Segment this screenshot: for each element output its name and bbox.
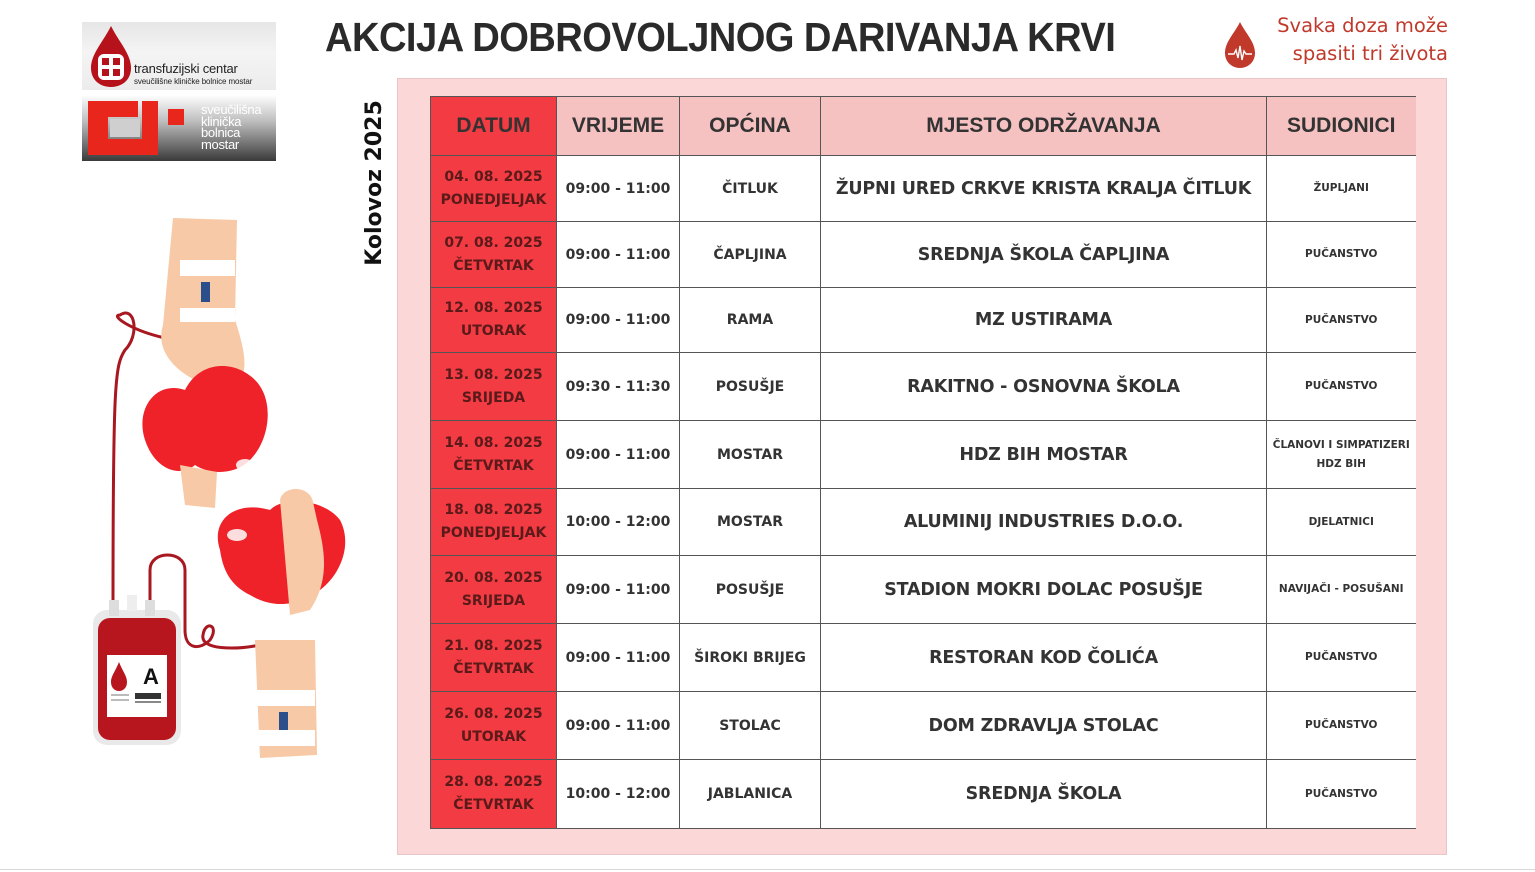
- date-cell: 26. 08. 2025 UTORAK: [431, 692, 557, 760]
- municipality-cell: POSUŠJE: [680, 353, 821, 421]
- table-row: [431, 156, 1416, 222]
- hospital-logo: [82, 95, 276, 161]
- municipality-cell: ČAPLJINA: [680, 222, 821, 288]
- date-cell: 04. 08. 2025 PONEDJELJAK: [431, 156, 557, 222]
- schedule-table: [430, 96, 1416, 829]
- location-cell: SREDNJA ŠKOLA ČAPLJINA: [821, 222, 1267, 288]
- date-cell: 14. 08. 2025 ČETVRTAK: [431, 421, 557, 489]
- logo-text-hospital-subtitle: sveučilišne kliničke bolnice mostar: [134, 77, 253, 86]
- page-title: AKCIJA DOBROVOLJNOG DARIVANJA KRVI: [325, 14, 1116, 60]
- time-cell: 09:00 - 11:00: [557, 156, 680, 222]
- participants-cell: PUČANSTVO: [1267, 692, 1416, 760]
- time-cell: 09:30 - 11:30: [557, 353, 680, 421]
- municipality-cell: MOSTAR: [680, 489, 821, 556]
- table-row: [431, 489, 1416, 556]
- municipality-cell: STOLAC: [680, 692, 821, 760]
- month-label: Kolovoz 2025: [362, 100, 387, 266]
- date-cell: 28. 08. 2025 ČETVRTAK: [431, 760, 557, 829]
- table-row: [431, 556, 1416, 624]
- date-cell: 13. 08. 2025 SRIJEDA: [431, 353, 557, 421]
- header-time: VRIJEME: [557, 97, 680, 156]
- location-cell: ALUMINIJ INDUSTRIES D.O.O.: [821, 489, 1267, 556]
- municipality-cell: JABLANICA: [680, 760, 821, 829]
- header-location: MJESTO ODRŽAVANJA: [821, 97, 1267, 156]
- participants-cell: DJELATNICI: [1267, 489, 1416, 556]
- location-cell: MZ USTIRAMA: [821, 288, 1267, 353]
- logo-block: [82, 22, 276, 161]
- participants-cell: PUČANSTVO: [1267, 624, 1416, 692]
- participants-cell: PUČANSTVO: [1267, 353, 1416, 421]
- time-cell: 09:00 - 11:00: [557, 222, 680, 288]
- svg-text:A: A: [143, 664, 159, 689]
- municipality-cell: ŠIROKI BRIJEG: [680, 624, 821, 692]
- time-cell: 10:00 - 12:00: [557, 489, 680, 556]
- location-cell: HDZ BIH MOSTAR: [821, 421, 1267, 489]
- blood-drop-cross-icon: [87, 24, 135, 88]
- time-cell: 09:00 - 11:00: [557, 421, 680, 489]
- time-cell: 09:00 - 11:00: [557, 556, 680, 624]
- logo-text-transfusion-center: transfuzijski centar: [134, 61, 238, 76]
- table-row: [431, 760, 1416, 829]
- blood-donation-illustration: [85, 210, 360, 770]
- participants-cell: ŽUPLJANI: [1267, 156, 1416, 222]
- municipality-cell: POSUŠJE: [680, 556, 821, 624]
- table-row: [431, 353, 1416, 421]
- transfusion-center-logo: [82, 22, 276, 90]
- participants-cell: NAVIJAČI - POSUŠANI: [1267, 556, 1416, 624]
- blood-drop-heartbeat-icon: [1222, 20, 1258, 70]
- table-row: [431, 288, 1416, 353]
- municipality-cell: ČITLUK: [680, 156, 821, 222]
- time-cell: 09:00 - 11:00: [557, 692, 680, 760]
- time-cell: 09:00 - 11:00: [557, 288, 680, 353]
- participants-cell: PUČANSTVO: [1267, 222, 1416, 288]
- table-row: [431, 692, 1416, 760]
- table-header-row: [431, 97, 1416, 156]
- location-cell: RAKITNO - OSNOVNA ŠKOLA: [821, 353, 1267, 421]
- date-cell: 21. 08. 2025 ČETVRTAK: [431, 624, 557, 692]
- time-cell: 09:00 - 11:00: [557, 624, 680, 692]
- date-cell: 18. 08. 2025 PONEDJELJAK: [431, 489, 557, 556]
- time-cell: 10:00 - 12:00: [557, 760, 680, 829]
- participants-cell: ČLANOVI I SIMPATIZERI HDZ BIH: [1267, 421, 1416, 489]
- hospital-cross-icon: [82, 95, 186, 161]
- location-cell: STADION MOKRI DOLAC POSUŠJE: [821, 556, 1267, 624]
- location-cell: ŽUPNI URED CRKVE KRISTA KRALJA ČITLUK: [821, 156, 1267, 222]
- location-cell: SREDNJA ŠKOLA: [821, 760, 1267, 829]
- municipality-cell: RAMA: [680, 288, 821, 353]
- table-row: [431, 624, 1416, 692]
- slogan: Svaka doza može spasiti tri života: [1277, 14, 1448, 65]
- municipality-cell: MOSTAR: [680, 421, 821, 489]
- table-row: [431, 421, 1416, 489]
- page-divider: [0, 869, 1535, 870]
- location-cell: RESTORAN KOD ČOLIĆA: [821, 624, 1267, 692]
- logo-text-hospital: sveučilišna klinička bolnica mostar: [201, 102, 262, 152]
- participants-cell: PUČANSTVO: [1267, 760, 1416, 829]
- header-participants: SUDIONICI: [1267, 97, 1416, 156]
- location-cell: DOM ZDRAVLJA STOLAC: [821, 692, 1267, 760]
- date-cell: 12. 08. 2025 UTORAK: [431, 288, 557, 353]
- table-row: [431, 222, 1416, 288]
- participants-cell: PUČANSTVO: [1267, 288, 1416, 353]
- date-cell: 07. 08. 2025 ČETVRTAK: [431, 222, 557, 288]
- header-date: DATUM: [431, 97, 557, 156]
- header-municipality: OPĆINA: [680, 97, 821, 156]
- date-cell: 20. 08. 2025 SRIJEDA: [431, 556, 557, 624]
